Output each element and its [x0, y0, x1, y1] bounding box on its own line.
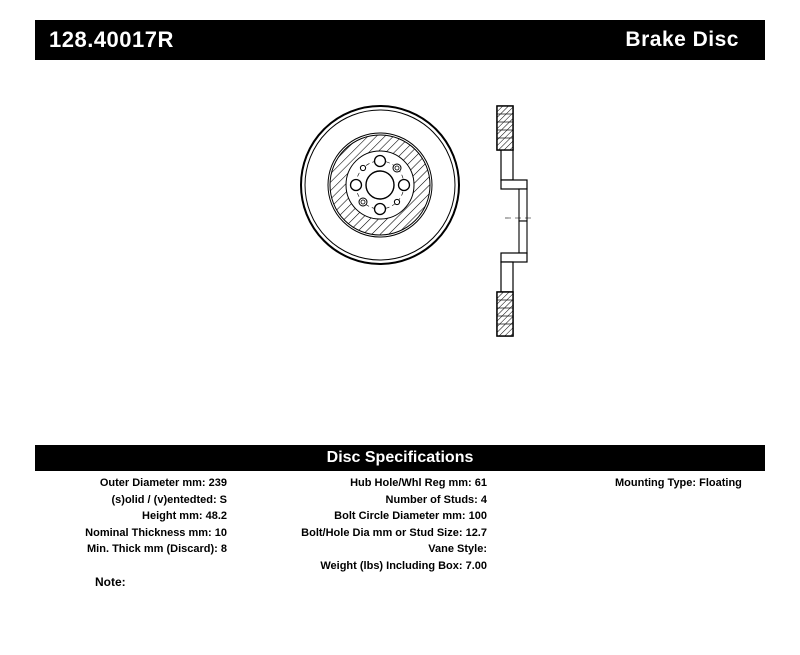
- brake-disc-front-view: [301, 106, 459, 264]
- document-header-bar: [35, 20, 765, 60]
- spec-item: Bolt/Hole Dia mm or Stud Size: 12.7: [301, 526, 487, 539]
- spec-item: Number of Studs: 4: [385, 493, 487, 506]
- spec-item: Hub Hole/Whl Reg mm: 61: [350, 477, 487, 489]
- spec-item: Vane Style:: [428, 543, 487, 555]
- spec-item: Bolt Circle Diameter mm: 100: [334, 510, 487, 522]
- spec-item: Nominal Thickness mm: 10: [85, 526, 227, 539]
- disc-specifications-body: [35, 475, 765, 595]
- spec-item: Min. Thick mm (Discard): 8: [87, 543, 227, 555]
- spec-item: Outer Diameter mm: 239: [99, 477, 227, 489]
- spec-item: Mounting Type: Floating: [615, 477, 742, 489]
- technical-drawing: [35, 70, 765, 420]
- brake-disc-side-section-view: [497, 106, 535, 336]
- note-label: Note:: [95, 575, 126, 589]
- spec-item: Height mm: 48.2: [142, 510, 227, 522]
- spec-item: (s)olid / (v)entedted: S: [111, 493, 227, 506]
- spec-item: Weight (lbs) Including Box: 7.00: [320, 559, 487, 572]
- part-number: 128.40017R: [49, 27, 174, 52]
- disc-specifications-title: Disc Specifications: [326, 449, 474, 466]
- document-title: Brake Disc: [625, 28, 739, 51]
- spec-column-left: [35, 475, 235, 574]
- spec-column-right: [495, 475, 765, 574]
- disc-specifications-bar: [35, 445, 765, 471]
- spec-column-middle: [235, 475, 495, 574]
